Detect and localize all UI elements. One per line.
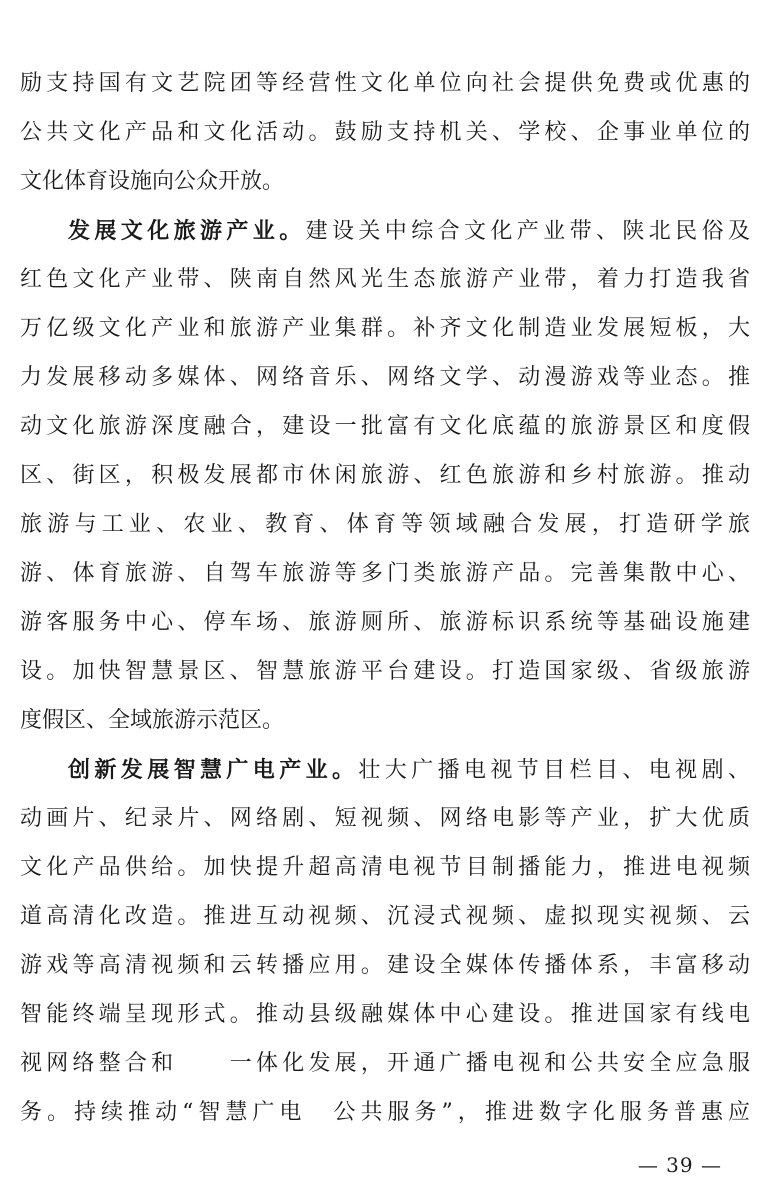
text-line: 红色文化产业带、陕南自然风光生态旅游产业带，着力打造我省 bbox=[20, 267, 750, 292]
paragraph-first-line bbox=[68, 750, 750, 790]
text-line: 度假区、全域旅游示范区。 bbox=[20, 708, 285, 733]
text-line: 游客服务中心、停车场、旅游厕所、旅游标识系统等基础设施建 bbox=[20, 610, 750, 635]
page-number: — 39 — bbox=[637, 1153, 722, 1177]
text-line: 游、体育旅游、自驾车旅游等多门类旅游产品。完善集散中心、 bbox=[20, 561, 750, 586]
text-line: 道高清化改造。推进互动视频、沉浸式视频、虚拟现实视频、云 bbox=[20, 904, 750, 929]
text-line: 文化体育设施向公众开放。 bbox=[20, 169, 285, 194]
section-heading: 创新发展智慧广电产业。 bbox=[68, 757, 359, 783]
text-line: 励支持国有文艺院团等经营性文化单位向社会提供免费或优惠的 bbox=[20, 71, 750, 96]
text-span: 壮大广播电视节目栏目、电视剧、 bbox=[358, 758, 750, 783]
text-line: 公共文化产品和文化活动。鼓励支持机关、学校、企事业单位的 bbox=[20, 120, 750, 145]
text-line: 区、街区，积极发展都市休闲旅游、红色旅游和乡村旅游。推动 bbox=[20, 463, 750, 488]
text-line: 务。持续推动“智慧广电 公共服务”，推进数字化服务普惠应 bbox=[20, 1100, 750, 1125]
text-line: 旅游与工业、农业、教育、体育等领域融合发展，打造研学旅 bbox=[20, 512, 750, 537]
text-line: 视网络整合和 一体化发展，开通广播电视和公共安全应急服 bbox=[20, 1051, 750, 1076]
text-span: 建设关中综合文化产业带、陕北民俗及 bbox=[305, 219, 750, 244]
text-line: 文化产品供给。加快提升超高清电视节目制播能力，推进电视频 bbox=[20, 855, 750, 880]
text-line: 动文化旅游深度融合，建设一批富有文化底蕴的旅游景区和度假 bbox=[20, 414, 750, 439]
section-heading: 发展文化旅游产业。 bbox=[68, 218, 306, 244]
text-line: 万亿级文化产业和旅游产业集群。补齐文化制造业发展短板，大 bbox=[20, 316, 750, 341]
paragraph-first-line bbox=[68, 211, 750, 251]
text-line: 智能终端呈现形式。推动县级融媒体中心建设。推进国家有线电 bbox=[20, 1002, 750, 1027]
text-line: 游戏等高清视频和云转播应用。建设全媒体传播体系，丰富移动 bbox=[20, 953, 750, 978]
text-line: 动画片、纪录片、网络剧、短视频、网络电影等产业，扩大优质 bbox=[20, 806, 750, 831]
text-line: 力发展移动多媒体、网络音乐、网络文学、动漫游戏等业态。推 bbox=[20, 365, 750, 390]
text-line: 设。加快智慧景区、智慧旅游平台建设。打造国家级、省级旅游 bbox=[20, 659, 750, 684]
